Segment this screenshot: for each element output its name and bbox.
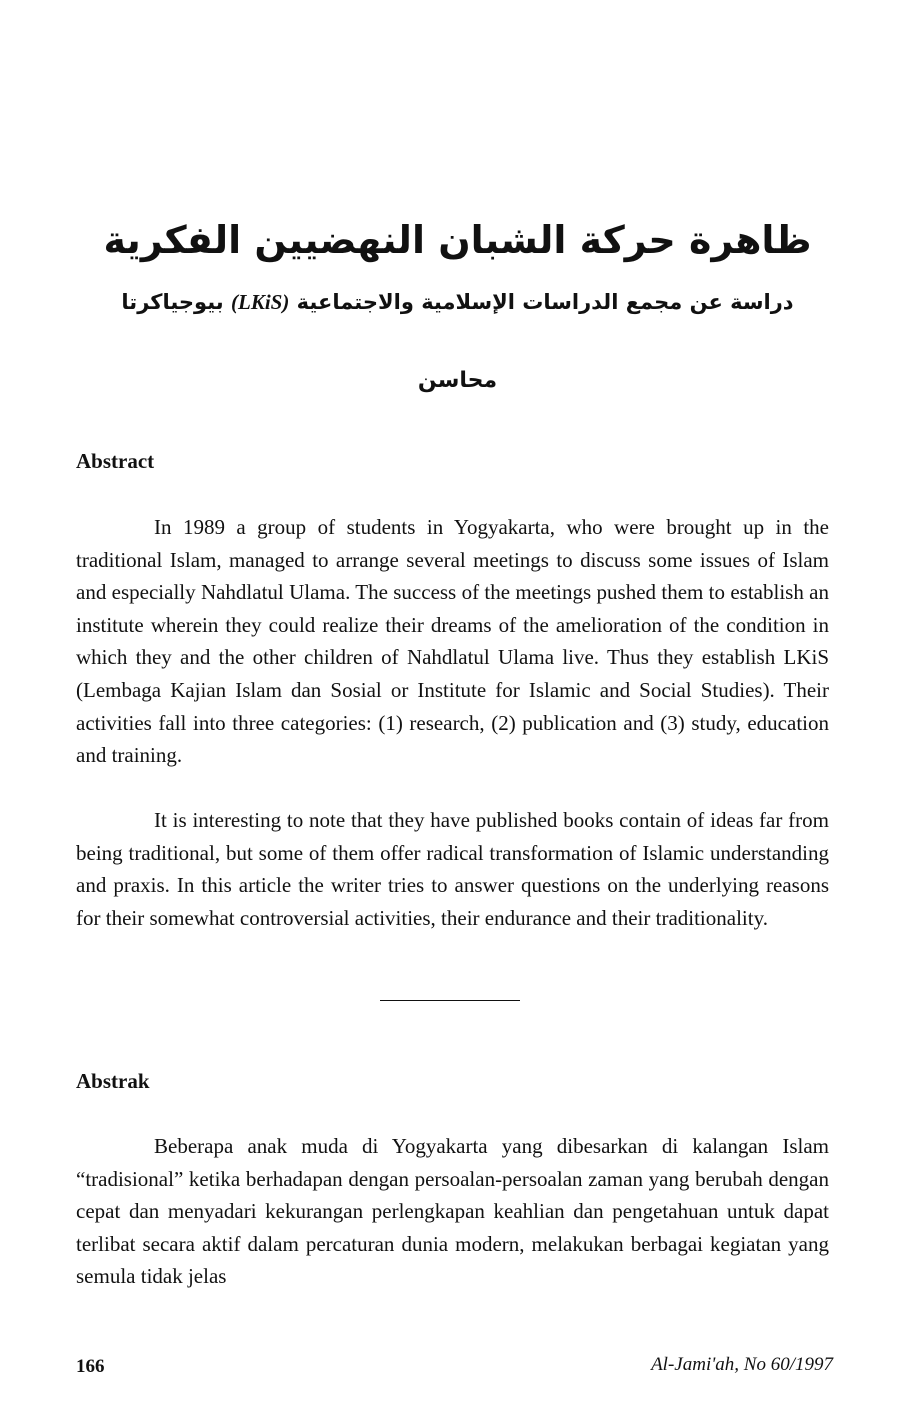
arabic-subtitle [0, 290, 915, 315]
arabic-subtitle-acronym: (LKiS) [231, 290, 290, 314]
abstract-paragraph-1: In 1989 a group of students in Yogyakarta, who were brought up in the traditional Islam, managed to arrange several meetings to discuss some issues of Islam and especially Nahdlatul Ulama. The success of the meetings pushed them to establish an institute wherein they could realize their dreams of the amelioration of the condition in which they and the other children of Nahdlatul Ulama live. Thus they establish LKiS (Lembaga Kajian Islam dan Sosial or Institute for Islamic and Social Studies). Their activities fall into three categories: (1) research, (2) publication and (3) study, education and training. [76, 515, 829, 768]
abstrak-heading: Abstrak [76, 1069, 150, 1093]
abstrak-paragraph-1: Beberapa anak muda di Yogyakarta yang dibesarkan di kalangan Islam “tradisional” ketika berhadapan dengan persoalan-persoalan zaman yang berubah dengan cepat dan menyadari kekurangan perlengkapan keahlian dan pengetahuan untuk dapat terlibat secara aktif dalam percaturan dunia modern, melakukan berbagai kegiatan yang semula tidak jelas [76, 1134, 829, 1289]
arabic-title: ظاهرة حركة الشبان النهضيين الفكرية [103, 218, 812, 262]
author-name: محاسن [417, 368, 498, 393]
arabic-subtitle-part2: بيوجياكرتا [121, 290, 224, 314]
section-divider [380, 1000, 520, 1001]
abstract-heading: Abstract [76, 449, 155, 473]
abstract-paragraph-2: It is interesting to note that they have published books contain of ideas far from being traditional, but some of them offer radical transformation of Islamic understanding and praxis. In this article the writer tries to answer questions on the underlying reasons for their somewhat controversial activities, their endurance and their traditionality. [76, 808, 829, 930]
journal-citation: Al-Jami'ah, No 60/1997 [651, 1354, 833, 1375]
arabic-subtitle-part1: دراسة عن مجمع الدراسات الإسلامية والاجتماعية [296, 290, 794, 314]
page-number: 166 [76, 1356, 105, 1377]
